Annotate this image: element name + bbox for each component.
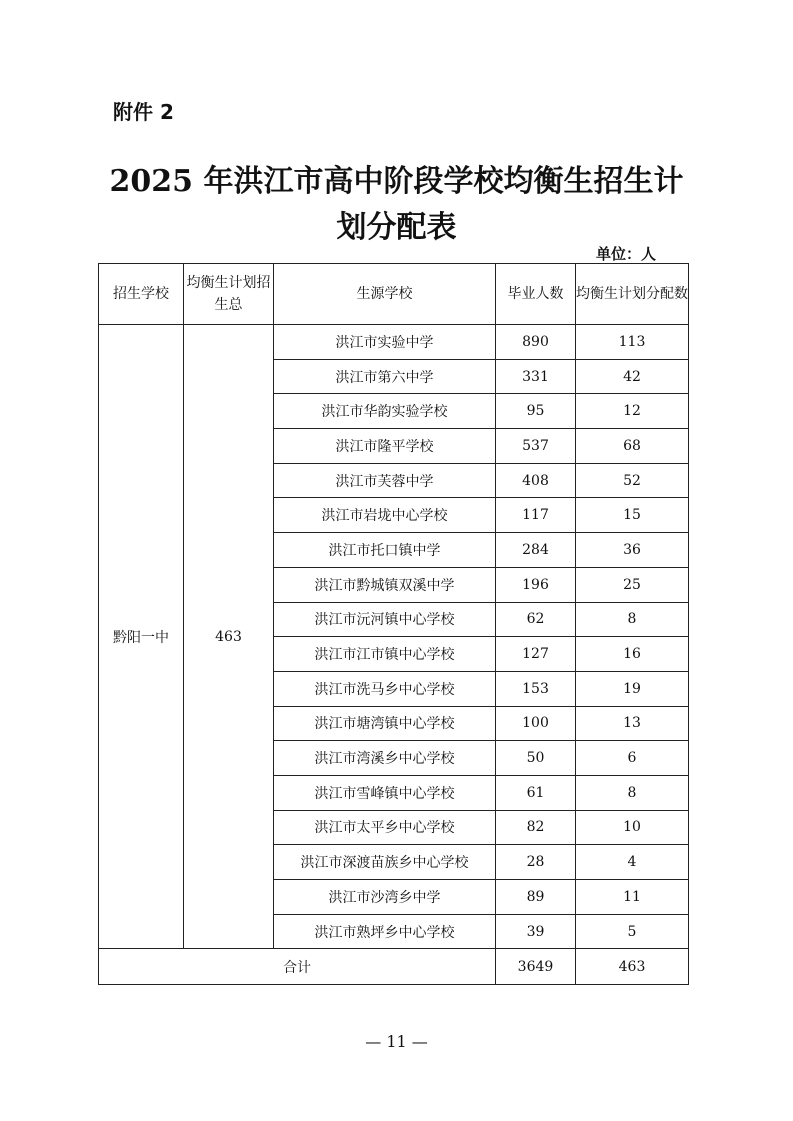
allocation-cell: 113 xyxy=(576,325,689,360)
header-plan-total: 均衡生计划招生总 xyxy=(184,264,274,325)
graduates-cell: 127 xyxy=(496,637,576,672)
source-school-cell: 洪江市江市镇中心学校 xyxy=(274,637,496,672)
allocation-cell: 4 xyxy=(576,845,689,880)
allocation-cell: 11 xyxy=(576,880,689,915)
header-source-school: 生源学校 xyxy=(274,264,496,325)
allocation-cell: 19 xyxy=(576,671,689,706)
allocation-cell: 10 xyxy=(576,810,689,845)
allocation-cell: 36 xyxy=(576,533,689,568)
table-row xyxy=(99,325,689,360)
allocation-cell: 16 xyxy=(576,637,689,672)
allocation-cell: 68 xyxy=(576,429,689,464)
total-allocation: 463 xyxy=(576,949,689,985)
graduates-cell: 95 xyxy=(496,394,576,429)
header-admitting-school: 招生学校 xyxy=(99,264,184,325)
source-school-cell: 洪江市黔城镇双溪中学 xyxy=(274,567,496,602)
source-school-cell: 洪江市托口镇中学 xyxy=(274,533,496,568)
page-number: — 11 — xyxy=(365,1032,428,1051)
header-allocation: 均衡生计划分配数 xyxy=(576,264,689,325)
graduates-cell: 196 xyxy=(496,567,576,602)
allocation-cell: 25 xyxy=(576,567,689,602)
allocation-table xyxy=(98,263,689,985)
graduates-cell: 100 xyxy=(496,706,576,741)
allocation-cell: 12 xyxy=(576,394,689,429)
graduates-cell: 117 xyxy=(496,498,576,533)
allocation-cell: 8 xyxy=(576,602,689,637)
allocation-cell: 15 xyxy=(576,498,689,533)
source-school-cell: 洪江市隆平学校 xyxy=(274,429,496,464)
graduates-cell: 537 xyxy=(496,429,576,464)
allocation-cell: 42 xyxy=(576,359,689,394)
source-school-cell: 洪江市雪峰镇中心学校 xyxy=(274,775,496,810)
allocation-cell: 8 xyxy=(576,775,689,810)
table-body xyxy=(99,325,689,985)
graduates-cell: 50 xyxy=(496,741,576,776)
graduates-cell: 61 xyxy=(496,775,576,810)
source-school-cell: 洪江市洗马乡中心学校 xyxy=(274,671,496,706)
graduates-cell: 331 xyxy=(496,359,576,394)
allocation-cell: 6 xyxy=(576,741,689,776)
unit-label: 单位：人 xyxy=(596,245,657,263)
source-school-cell: 洪江市芙蓉中学 xyxy=(274,463,496,498)
source-school-cell: 洪江市岩垅中心学校 xyxy=(274,498,496,533)
source-school-cell: 洪江市深渡苗族乡中心学校 xyxy=(274,845,496,880)
source-school-cell: 洪江市太平乡中心学校 xyxy=(274,810,496,845)
total-graduates: 3649 xyxy=(496,949,576,985)
source-school-cell: 洪江市第六中学 xyxy=(274,359,496,394)
total-label: 合计 xyxy=(99,949,496,985)
source-school-cell: 洪江市沅河镇中心学校 xyxy=(274,602,496,637)
total-row xyxy=(99,949,689,985)
document-title-line2: 划分配表 xyxy=(336,210,457,245)
graduates-cell: 28 xyxy=(496,845,576,880)
graduates-cell: 82 xyxy=(496,810,576,845)
allocation-cell: 5 xyxy=(576,914,689,949)
allocation-cell: 52 xyxy=(576,463,689,498)
graduates-cell: 39 xyxy=(496,914,576,949)
graduates-cell: 62 xyxy=(496,602,576,637)
source-school-cell: 洪江市塘湾镇中心学校 xyxy=(274,706,496,741)
graduates-cell: 89 xyxy=(496,880,576,915)
allocation-cell: 13 xyxy=(576,706,689,741)
header-graduates: 毕业人数 xyxy=(496,264,576,325)
graduates-cell: 890 xyxy=(496,325,576,360)
source-school-cell: 洪江市沙湾乡中学 xyxy=(274,880,496,915)
source-school-cell: 洪江市实验中学 xyxy=(274,325,496,360)
source-school-cell: 洪江市熟坪乡中心学校 xyxy=(274,914,496,949)
table-header-row xyxy=(99,264,689,325)
graduates-cell: 284 xyxy=(496,533,576,568)
graduates-cell: 153 xyxy=(496,671,576,706)
source-school-cell: 洪江市华韵实验学校 xyxy=(274,394,496,429)
plan-total-cell: 463 xyxy=(184,325,274,949)
admitting-school-cell: 黔阳一中 xyxy=(99,325,184,949)
graduates-cell: 408 xyxy=(496,463,576,498)
document-title-line1: 2025 年洪江市高中阶段学校均衡生招生计 xyxy=(109,164,684,199)
source-school-cell: 洪江市湾溪乡中心学校 xyxy=(274,741,496,776)
attachment-label: 附件 2 xyxy=(113,100,174,124)
